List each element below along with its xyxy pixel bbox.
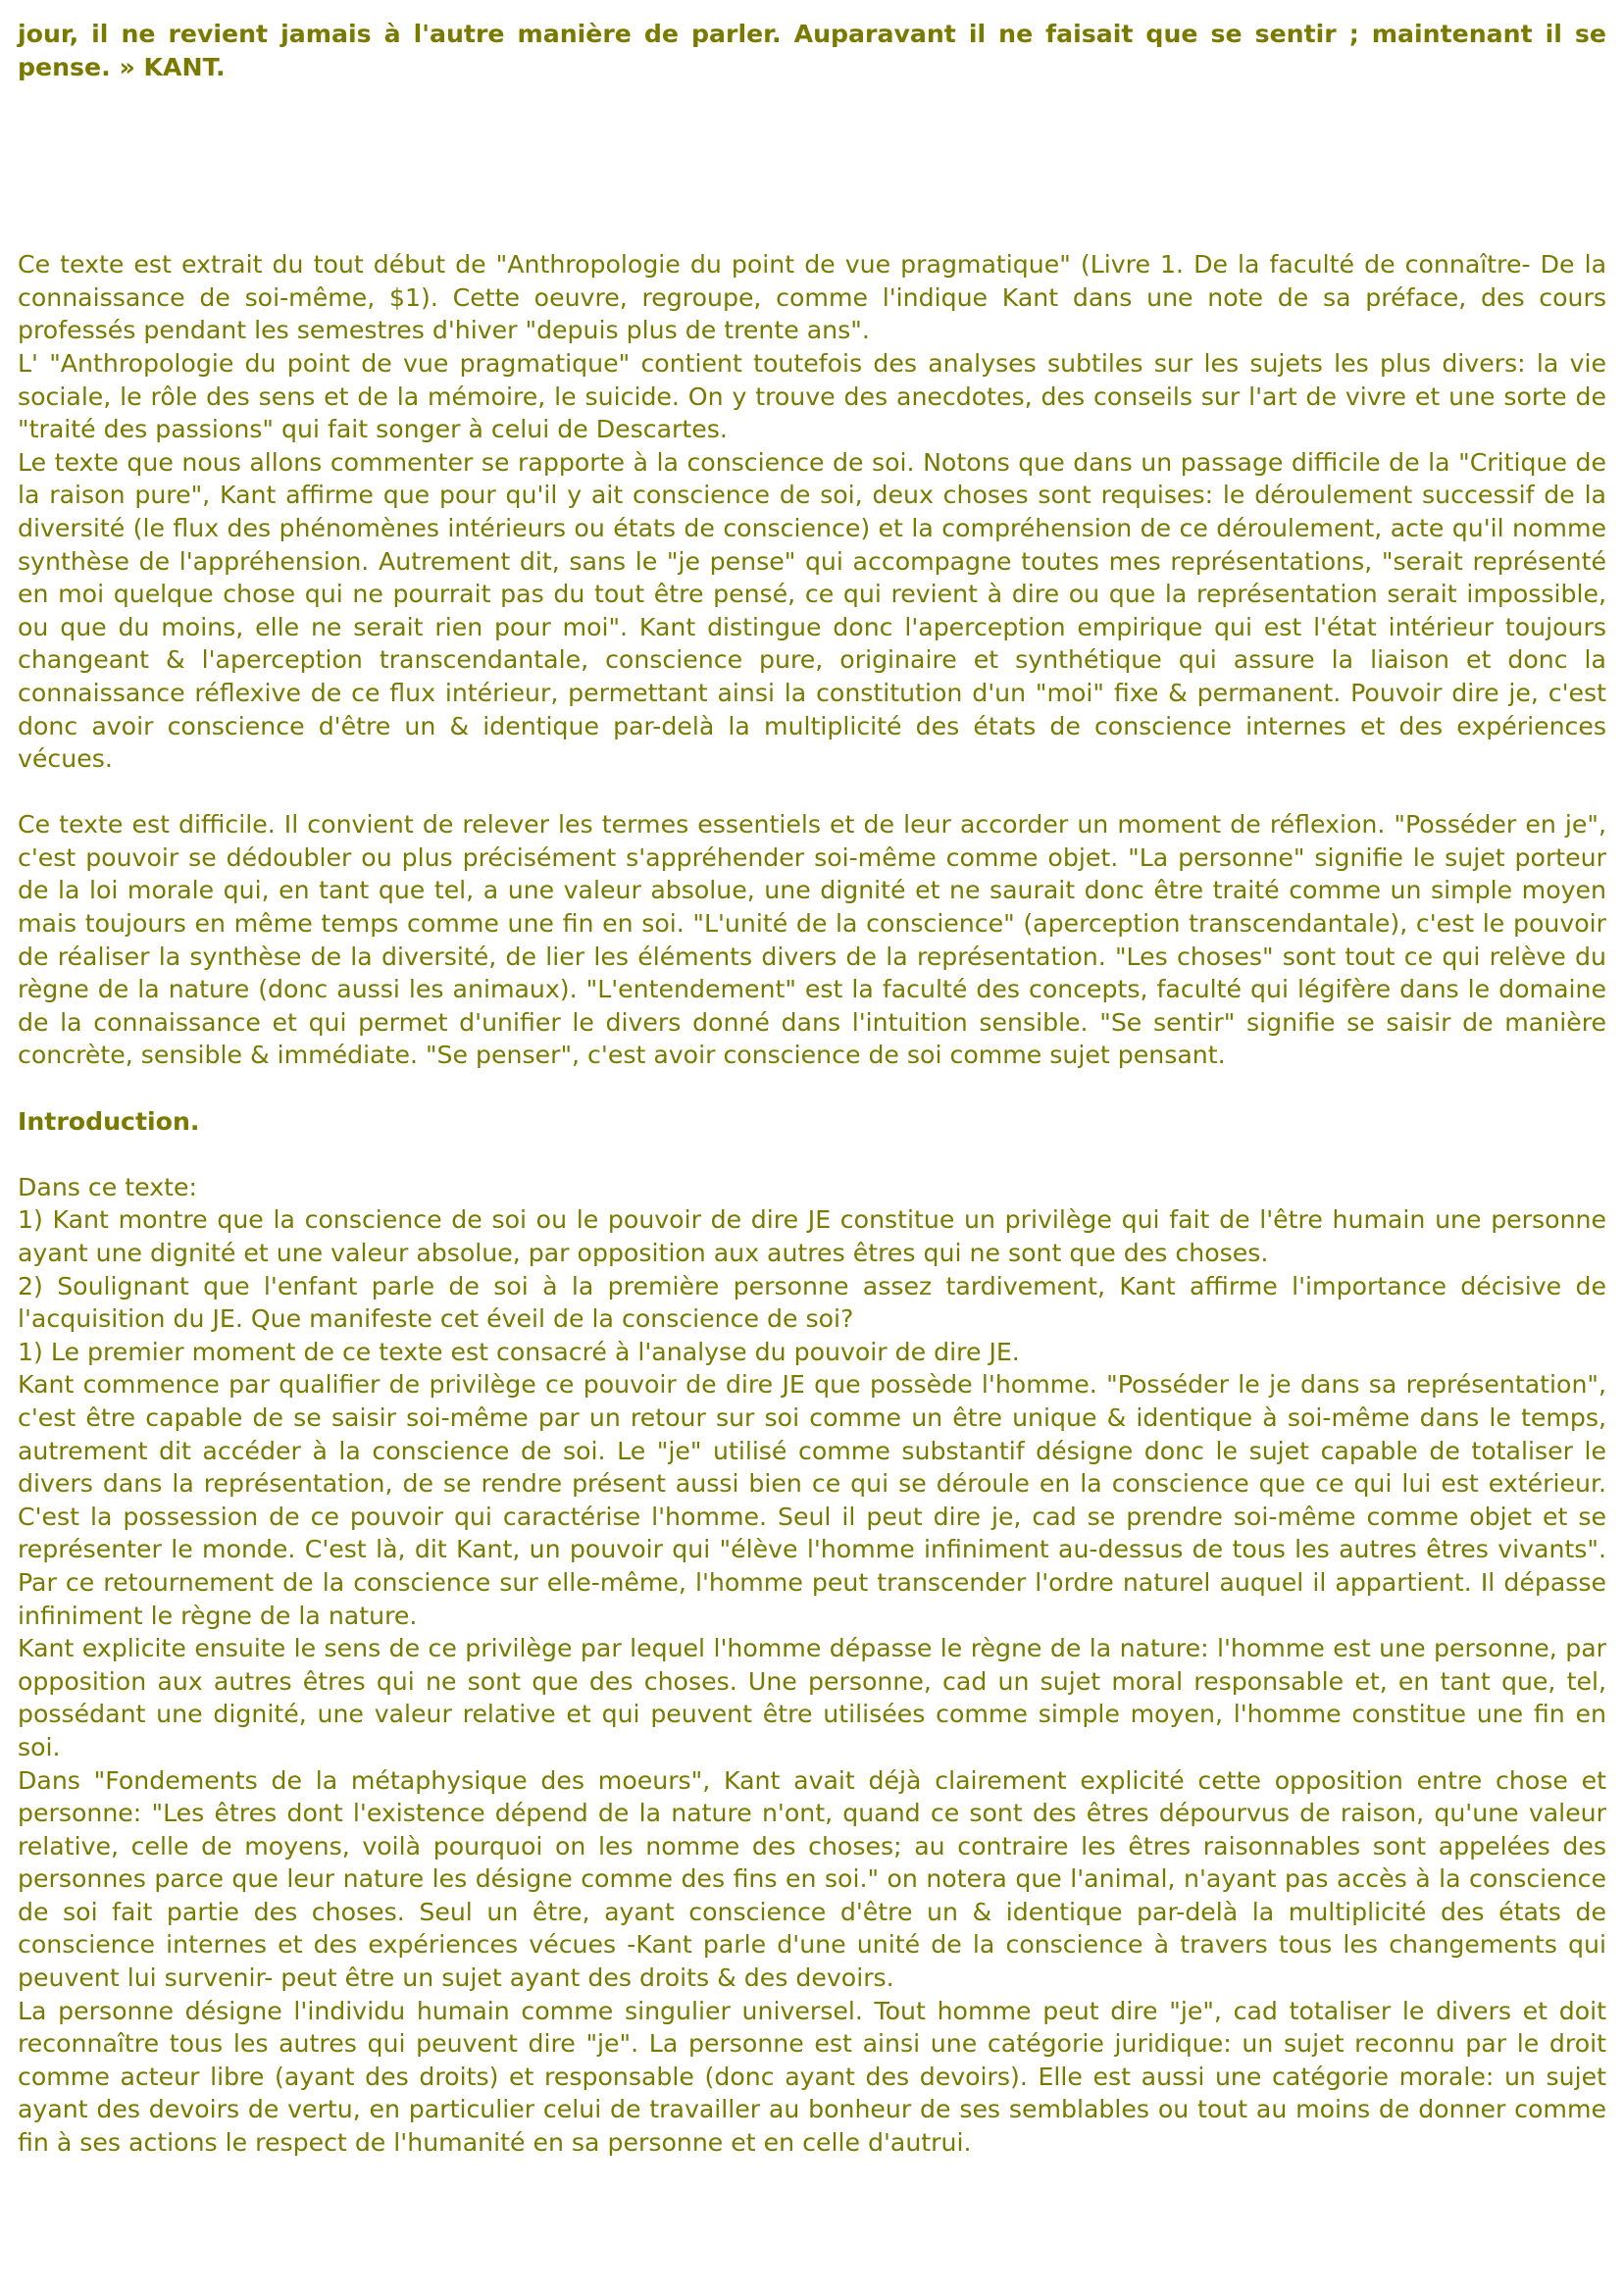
paragraph-intro-3: Le texte que nous allons commenter se rapporte à la conscience de soi. Notons que dans un passage difficile de la "Critique de la raison pure", Kant affirme que pour qu'il y ait conscience de soi, deux choses sont requises: le déroulement successif de la diversité (le flux des phénomènes intérieurs ou états de conscience) et la compréhension de ce déroulement, acte qu'il nomme synthèse de l'appréhension. Autrement dit, sans le "je pense" qui accompagne toutes mes représentations, "serait représenté en moi quelque chose qui ne pourrait pas du tout être pensé, ce qui revient à dire ou que la représentation serait impossible, ou que du moins, elle ne serait rien pour moi". Kant distingue donc l'aperception empirique qui est l'état intérieur toujours changeant & l'aperception transcendantale, conscience pure, originaire et synthétique qui assure la liaison et donc la connaissance réflexive de ce flux intérieur, permettant ainsi la constitution d'un "moi" fixe & permanent. Pouvoir dire je, c'est donc avoir conscience d'être un & identique par-delà la multiplicité des états de conscience internes et des expériences vécues. — [18, 447, 1606, 774]
intro-line-2: 1) Kant montre que la conscience de soi ou le pouvoir de dire JE constitue un privilège qui fait de l'être humain une personne ayant une dignité et une valeur absolue, par opposition aux autres êtres qui ne sont que des choses. — [18, 1205, 1606, 1267]
intro-line-5: Kant commence par qualifier de privilège ce pouvoir de dire JE que possède l'homme. "Posséder le je dans sa représentation", c'est être capable de se saisir soi-même par un retour sur soi comme un être unique & identique à soi-même dans le temps, autrement dit accéder à la conscience de soi. Le "je" utilisé comme substantif désigne donc le sujet capable de totaliser le divers dans la représentation, de se rendre présent aussi bien ce qui se déroule en la conscience que ce qui lui est extérieur. C'est la possession de ce pouvoir qui caractérise l'homme. Seul il peut dire je, cad se prendre soi-même comme objet et se représenter le monde. C'est là, dit Kant, un pouvoir qui "élève l'homme infiniment au-dessus de tous les autres êtres vivants". Par ce retournement de la conscience sur elle-même, l'homme peut transcender l'ordre naturel auquel il appartient. Il dépasse infiniment le règne de la nature. — [18, 1370, 1606, 1630]
paragraph-terms: Ce texte est difficile. Il convient de relever les termes essentiels et de leur accorder un moment de réflexion. "Posséder en je", c'est pouvoir se dédoubler ou plus précisément s'appréhender soi-même comme objet. "La personne" signifie le sujet porteur de la loi morale qui, en tant que tel, a une valeur absolue, une dignité et ne saurait donc être traité comme un simple moyen mais toujours en même temps comme une fin en soi. "L'unité de la conscience" (aperception transcendantale), c'est le pouvoir de réaliser la synthèse de la diversité, de lier les éléments divers de la représentation. "Les choses" sont tout ce qui relève du règne de la nature (donc aussi les animaux). "L'entendement" est la faculté des concepts, faculté qui légifère dans le domaine de la connaissance et qui permet d'unifier le divers donné dans l'intuition sensible. "Se sentir" signifie se saisir de manière concrète, sensible & immédiate. "Se penser", c'est avoir conscience de soi comme sujet pensant. — [18, 810, 1606, 1070]
paragraph-intro-2: L' "Anthropologie du point de vue pragmatique" contient toutefois des analyses subtiles sur les sujets les plus divers: la vie sociale, le rôle des sens et de la mémoire, le suicide. On y trouve des anecdotes, des conseils sur l'art de vivre et une sorte de "traité des passions" qui fait songer à celui de Descartes. — [18, 348, 1606, 444]
intro-line-8: La personne désigne l'individu humain comme singulier universel. Tout homme peut dire "je", cad totaliser le divers et doit reconnaître tous les autres qui peuvent dire "je". La personne est ainsi une catégorie juridique: un sujet reconnu par le droit comme acteur libre (ayant des droits) et responsable (donc ayant des devoirs). Elle est aussi une catégorie morale: un sujet ayant des devoirs de vertu, en particulier celui de travailler au bonheur de ses semblables ou tout au moins de donner comme fin à ses actions le respect de l'humanité en sa personne et en celle d'autrui. — [18, 1996, 1606, 2158]
spacer — [18, 1138, 1606, 1171]
intro-line-4: 1) Le premier moment de ce texte est consacré à l'analyse du pouvoir de dire JE. — [18, 1337, 1020, 1366]
intro-line-3: 2) Soulignant que l'enfant parle de soi à la première personne assez tardivement, Kant affirme l'importance décisive de l'acquisition du JE. Que manifeste cet éveil de la conscience de soi? — [18, 1271, 1606, 1334]
spacer — [18, 83, 1606, 248]
intro-line-7: Dans "Fondements de la métaphysique des moeurs", Kant avait déjà clairement explicité cette opposition entre chose et personne: "Les êtres dont l'existence dépend de la nature n'ont, quand ce sont des êtres dépourvus de raison, qu'une valeur relative, celle de moyens, voilà pourquoi on les nomme des choses; au contraire les êtres raisonnables sont appelées des personnes parce que leur nature les désigne comme des fins en soi." on notera que l'animal, n'ayant pas accès à la conscience de soi fait partie des choses. Seul un être, ayant conscience d'être un & identique par-delà la multiplicité des états de conscience internes et des expériences vécues -Kant parle d'une unité de la conscience à travers tous les changements qui peuvent lui survenir- peut être un sujet ayant des droits & des devoirs. — [18, 1765, 1606, 1993]
paragraph-intro-1: Ce texte est extrait du tout début de "Anthropologie du point de vue pragmatique" (Livre 1. De la faculté de connaître- De la connaissance de soi-même, $1). Cette oeuvre, regroupe, comme l'indique Kant dans une note de sa préface, des cours professés pendant les semestres d'hiver "depuis plus de trente ans". — [18, 250, 1606, 345]
spacer — [18, 1072, 1606, 1105]
section-heading-introduction: Introduction. — [18, 1106, 200, 1136]
spacer — [18, 776, 1606, 809]
quote-tail: jour, il ne revient jamais à l'autre manière de parler. Auparavant il ne faisait que se sentir ; maintenant il se pense. » KANT. — [18, 20, 1606, 81]
intro-line-6: Kant explicite ensuite le sens de ce privilège par lequel l'homme dépasse le règne de la nature: l'homme est une personne, par opposition aux autres êtres qui ne sont que des choses. Une personne, cad un sujet moral responsable et, en tant que, tel, possédant une dignité, une valeur relative et qui peuvent être utilisées comme simple moyen, l'homme constitue une fin en soi. — [18, 1634, 1606, 1761]
document-body — [18, 18, 1606, 2160]
intro-line-1: Dans ce texte: — [18, 1172, 197, 1201]
